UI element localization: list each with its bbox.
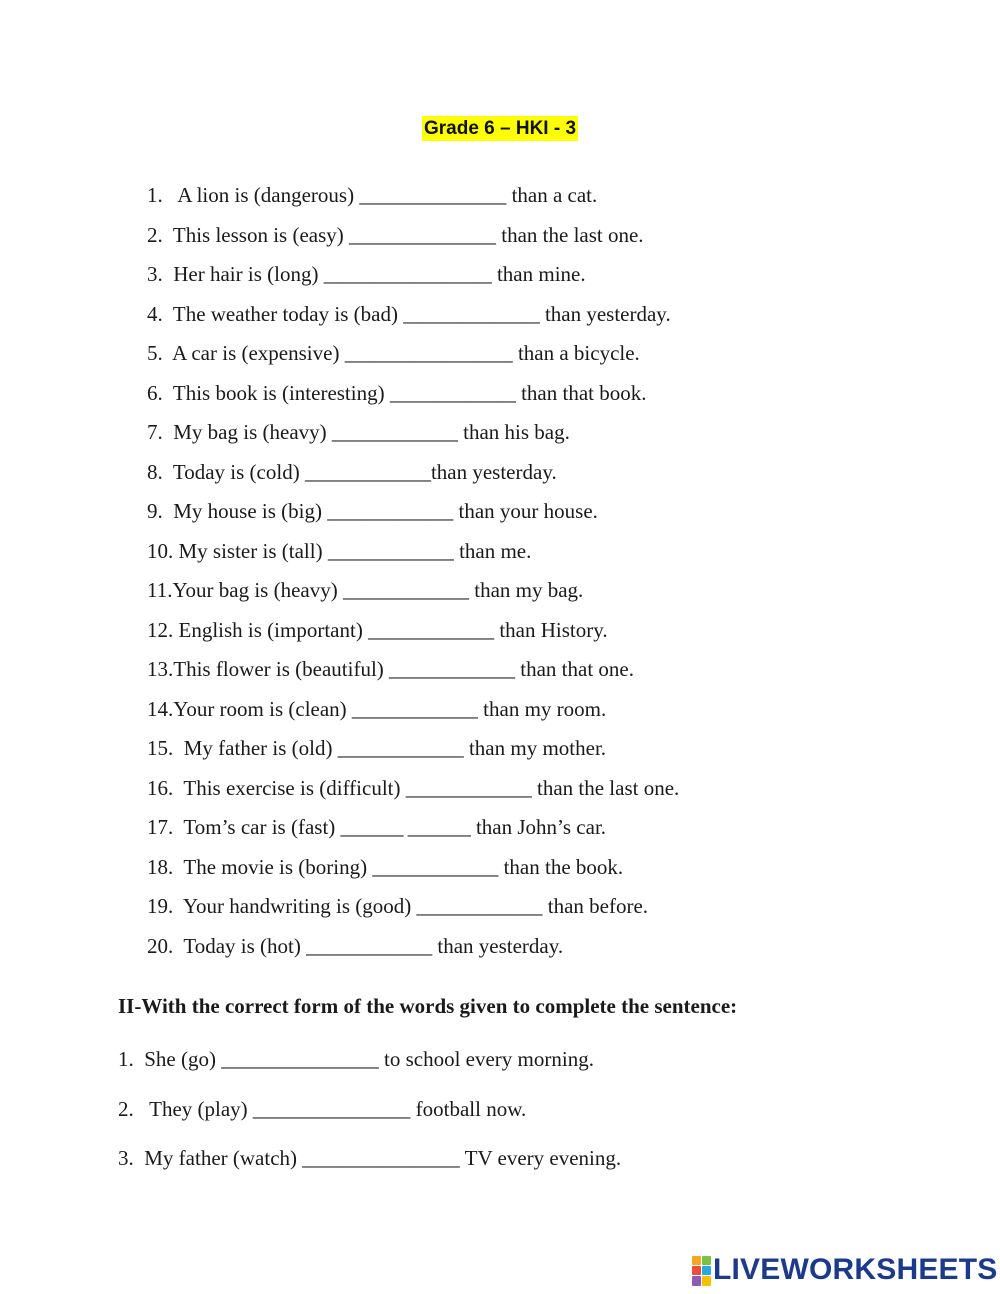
list-item: 3. My father (watch) _______________ TV every evening.	[118, 1146, 622, 1170]
logo-text: LIVEWORKSHEETS	[713, 1253, 998, 1286]
list-item: 14.Your room is (clean) ____________ than my room.	[147, 696, 607, 721]
logo-block	[692, 1256, 701, 1265]
list-item: 18. The movie is (boring) ____________ than the book.	[147, 854, 624, 879]
list-item: 7. My bag is (heavy) ____________ than his bag.	[147, 420, 570, 444]
list-item: 13.This flower is (beautiful) ____________ than that one.	[147, 657, 634, 681]
list-item: 8. Today is (cold) ____________than yesterday.	[147, 459, 557, 484]
list-item: 1. She (go) _______________ to school every morning.	[118, 1047, 594, 1071]
title-highlight: Grade 6 – HKI - 3	[423, 118, 577, 139]
logo-block	[702, 1266, 711, 1275]
logo-blocks-icon	[692, 1256, 710, 1284]
liveworksheets-logo[interactable]	[692, 1253, 998, 1287]
section2-list	[118, 1044, 978, 1193]
list-item: 11.Your bag is (heavy) ____________ than my bag.	[147, 578, 584, 602]
list-item: 10. My sister is (tall) ____________ than me.	[147, 538, 532, 563]
section2-heading: II-With the correct form of the words given to complete the sentence:	[118, 994, 738, 1018]
list-item: 5. A car is (expensive) ________________ than a bicycle.	[147, 341, 640, 365]
list-item: 6. This book is (interesting) ____________ than that book.	[147, 380, 647, 405]
list-item: 12. English is (important) ____________ than History.	[147, 617, 608, 642]
list-item: 20. Today is (hot) ____________ than yesterday.	[147, 933, 564, 958]
list-item: 19. Your handwriting is (good) ____________ than before.	[147, 894, 649, 918]
list-item: 2. They (play) _______________ football now.	[118, 1096, 527, 1121]
list-item: 3. Her hair is (long) ________________ than mine.	[147, 262, 586, 286]
list-item: 17. Tom’s car is (fast) ______ ______ than John’s car.	[147, 815, 607, 839]
list-item: 2. This lesson is (easy) ______________ than the last one.	[147, 222, 644, 247]
logo-block	[692, 1276, 701, 1286]
list-item: 15. My father is (old) ____________ than my mother.	[147, 736, 607, 760]
section1-list	[147, 180, 947, 970]
logo-block	[702, 1276, 711, 1286]
logo-block	[692, 1266, 701, 1275]
list-item: 4. The weather today is (bad) _____________ than yesterday.	[147, 301, 671, 326]
list-item: 16. This exercise is (difficult) ____________ than the last one.	[147, 775, 680, 800]
list-item: 9. My house is (big) ____________ than your house.	[147, 499, 598, 523]
logo-block	[702, 1256, 711, 1265]
list-item: 1. A lion is (dangerous) ______________ than a cat.	[147, 183, 598, 207]
worksheet-title	[0, 118, 1000, 140]
